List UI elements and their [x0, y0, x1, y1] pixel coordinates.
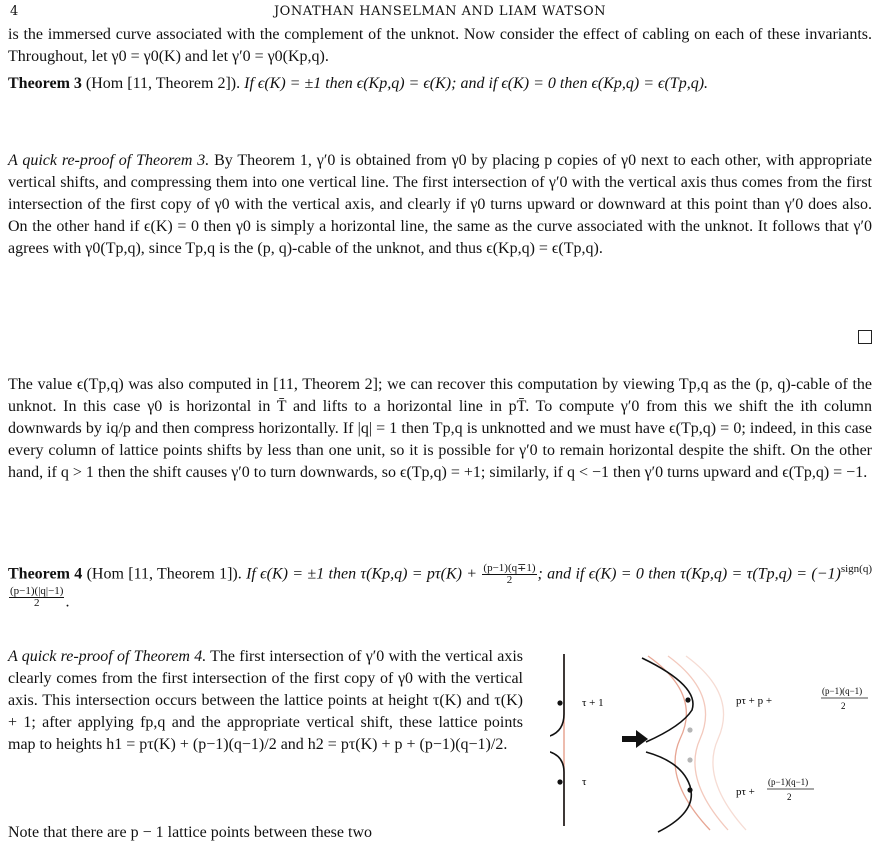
- theorem-4-fraction-b: $\frac{(p-1)(|q|-1)}{2}$: [10, 585, 64, 610]
- lift-curve-1: [648, 656, 710, 830]
- theorem-4: Theorem 4 (Hom [11, Theorem 1]). If ϵ(K) = ±1 then τ(Kp,q) = pτ(K) + $\frac{(p-1)(q\mp 1)}{2}$ ; and if ϵ(K) = 0 then $\tau(Kp,q) = \tau(Tp,q) = (-1)^{sign(q) \frac{(p-1)(|q|-1)}{2}}$ .: [8, 562, 873, 611]
- page-number: 4: [10, 4, 19, 19]
- lattice-point-mid-1: [687, 727, 692, 732]
- proof-4-body: The first intersection of γ′0 with the vertical axis clearly comes from the first intersection of the first copy of γ0 with the vertical axis. This intersection occurs between the lattice points at height τ(K) and τ(K) + 1; after applying fp,q and the appropriate vertical shift, these lattice points map to heights h1 = pτ(K) + (p−1)(q−1)/2 and h2 = pτ(K) + p + (p−1)(q−1)/2.: [8, 648, 523, 753]
- lattice-point-lower: [557, 779, 562, 784]
- theorem-4-citation: (Hom [11, Theorem 1]).: [82, 565, 247, 583]
- proof-4-continuation: Note that there are p − 1 lattice points between these two: [8, 824, 373, 841]
- proof-4-heading: A quick re-proof of Theorem 4.: [8, 648, 207, 665]
- svg-text:(p−1)(q−1): (p−1)(q−1): [822, 686, 863, 696]
- paragraph-intro: is the immersed curve associated with the complement of the unknot. Now consider the effect of cabling on each of these invariants. Throughout, let γ0 = γ0(K) and let γ′0 = γ0(Kp,q).: [8, 26, 872, 65]
- theorem-4-label: Theorem 4: [8, 565, 83, 583]
- label-tau: τ: [582, 776, 587, 788]
- theorem-3-label: Theorem 3: [8, 75, 82, 92]
- label-h2: pτ + p +: [736, 695, 773, 707]
- arrow-icon: [622, 730, 648, 748]
- cabling-figure: [550, 654, 872, 834]
- paragraph-torus-value: The value ϵ(Tp,q) was also computed in [11, Theorem 2]; we can recover this computation by viewing Tp,q as the (p, q)-cable of the unknot. In this case γ0 is horizontal in T̄ and lifts to a horizontal line in pT̄. To compute γ′0 from this we shift the ith column downwards by iq/p and then compress horizontally. If |q| = 1 then Tp,q is unknotted and we must have ϵ(Tp,q) = 0; indeed, in this case every column of lattice points shifts by less than one unit, so it is possible for γ′0 to remain horizontal despite the shift. On the other hand, if q > 1 then the shift causes γ′0 to turn downwards, so ϵ(Tp,q) = +1; similarly, if q < −1 then γ′0 turns upward and ϵ(Tp,q) = −1.: [8, 376, 872, 481]
- theorem-3-citation: (Hom [11, Theorem 2]).: [81, 75, 245, 92]
- theorem-4-fraction-a: $\frac{(p-1)(q\mp 1)}{2}$: [483, 562, 536, 587]
- left-curve-lower: [550, 750, 564, 826]
- proof-3-body: By Theorem 1, γ′0 is obtained from γ0 by placing p copies of γ0 next to each other, with appropriate vertical shifts, and compressing them into one vertical line. The first intersection of γ′0 with the vertical axis thus comes from the first intersection of the first copy of γ0 with the vertical axis, and clearly if γ0 turns upward or downward at this point than γ′0 does also. On the other hand if ϵ(K) = 0 then γ0 is simply a horizontal line, the same as the curve associated with the unknot. It follows that γ′0 agrees with γ0(Tp,q), since Tp,q is the (p, q)-cable of the unknot, and thus ϵ(Kp,q) = ϵ(Tp,q).: [8, 152, 872, 257]
- lattice-point-h2: [685, 697, 690, 702]
- left-curve-upper: [550, 654, 564, 738]
- label-h1: pτ +: [736, 786, 755, 798]
- lattice-point-upper: [557, 700, 562, 705]
- label-tau-plus-one: τ + 1: [582, 697, 604, 709]
- lattice-point-h1: [687, 787, 692, 792]
- running-header: [10, 4, 870, 22]
- theorem-4-statement-b: ; and if ϵ(K) = 0 then τ(Kp,q) = τ(Tp,q) = (−1): [537, 565, 841, 583]
- svg-text:(p−1)(q−1): (p−1)(q−1): [768, 777, 809, 787]
- right-curve-lower: [646, 752, 691, 832]
- proof-theorem-4: [8, 646, 523, 756]
- proof-3-heading: A quick re-proof of Theorem 3.: [8, 152, 210, 169]
- theorem-3-statement: If ϵ(K) = ±1 then ϵ(Kp,q) = ϵ(K); and if ϵ(K) = 0 then ϵ(Kp,q) = ϵ(Tp,q).: [244, 75, 709, 92]
- running-title: JONATHAN HANSELMAN AND LIAM WATSON: [273, 4, 607, 19]
- theorem-3: [8, 73, 872, 95]
- lattice-point-mid-2: [687, 757, 692, 762]
- label-h2-fraction: [821, 686, 868, 711]
- theorem-4-exponent: sign(q) (p−1)(|q|−1) 2: [10, 563, 873, 610]
- proof-theorem-3: [8, 150, 872, 260]
- label-h1-fraction: [767, 777, 814, 802]
- theorem-4-statement-a: If ϵ(K) = ±1 then τ(Kp,q) = pτ(K) +: [246, 565, 482, 583]
- svg-text:2: 2: [787, 792, 792, 802]
- lift-curve-2: [668, 656, 728, 830]
- svg-text:2: 2: [841, 701, 846, 711]
- qed-box: [858, 330, 872, 344]
